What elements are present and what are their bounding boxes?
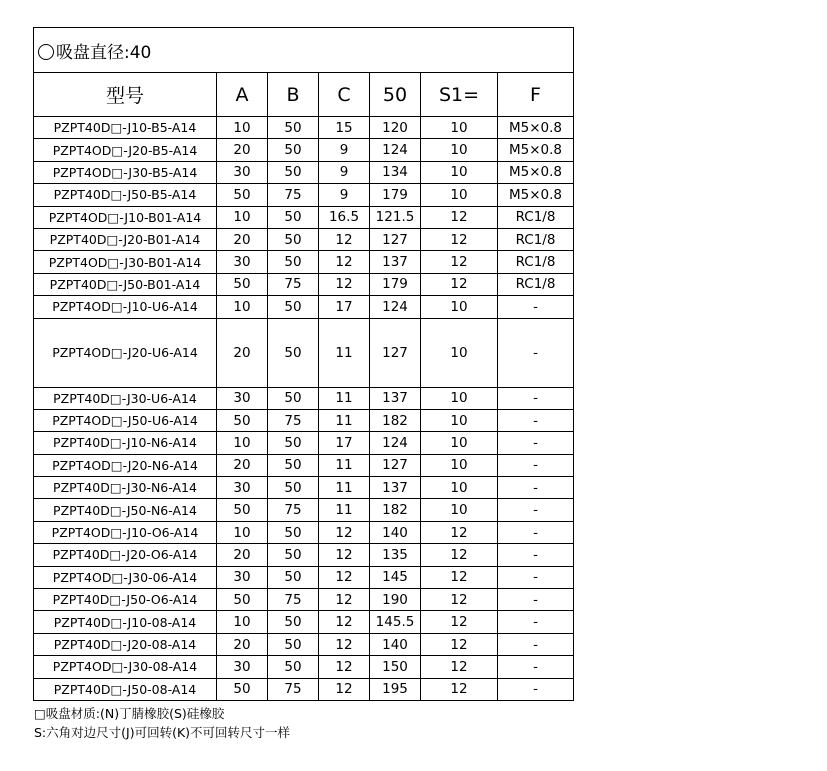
cell-model: PZPT4OD□-J50-U6-A14 (34, 409, 217, 431)
cell-model: PZPT4OD□-J30-08-A14 (34, 656, 217, 678)
table-row (34, 387, 574, 409)
cell-a: 30 (217, 387, 268, 409)
table-row (34, 544, 574, 566)
header-b: B (268, 73, 319, 117)
cell-model: PZPT4OD□-J10-U6-A14 (34, 296, 217, 318)
cell-f: M5×0.8 (498, 139, 574, 161)
cell-50: 135 (370, 544, 421, 566)
cell-model: PZPT4OD□-J20-B5-A14 (34, 139, 217, 161)
table-row (34, 296, 574, 318)
cell-50: 145 (370, 566, 421, 588)
cell-b: 50 (268, 296, 319, 318)
cell-c: 16.5 (319, 206, 370, 228)
cell-b: 75 (268, 499, 319, 521)
cell-b: 50 (268, 633, 319, 655)
cell-model: PZPT40D□-J10-N6-A14 (34, 432, 217, 454)
cell-s1: 10 (421, 454, 498, 476)
cell-50: 179 (370, 184, 421, 206)
cell-50: 182 (370, 409, 421, 431)
cell-a: 20 (217, 228, 268, 250)
cell-a: 10 (217, 611, 268, 633)
cell-c: 17 (319, 432, 370, 454)
cell-50: 137 (370, 477, 421, 499)
cell-f: M5×0.8 (498, 161, 574, 183)
cell-f: RC1/8 (498, 273, 574, 295)
table-row (34, 273, 574, 295)
cell-a: 10 (217, 206, 268, 228)
cell-a: 20 (217, 544, 268, 566)
cell-c: 15 (319, 117, 370, 139)
cell-a: 30 (217, 251, 268, 273)
cell-f: M5×0.8 (498, 117, 574, 139)
header-a: A (217, 73, 268, 117)
cell-c: 11 (319, 387, 370, 409)
cell-c: 11 (319, 454, 370, 476)
cell-s1: 12 (421, 273, 498, 295)
cell-f: - (498, 432, 574, 454)
cell-f: - (498, 318, 574, 387)
cell-model: PZPT4OD□-J30-06-A14 (34, 566, 217, 588)
cell-50: 140 (370, 633, 421, 655)
cell-50: 124 (370, 139, 421, 161)
cell-a: 50 (217, 499, 268, 521)
table-row (34, 499, 574, 521)
cell-50: 182 (370, 499, 421, 521)
cell-f: - (498, 499, 574, 521)
cell-c: 12 (319, 566, 370, 588)
cell-50: 150 (370, 656, 421, 678)
spec-table (33, 27, 574, 701)
cell-s1: 10 (421, 477, 498, 499)
table-row (34, 521, 574, 543)
cell-50: 195 (370, 678, 421, 700)
cell-50: 179 (370, 273, 421, 295)
cell-a: 30 (217, 566, 268, 588)
cell-s1: 10 (421, 387, 498, 409)
cell-model: PZPT40D□-J10-B5-A14 (34, 117, 217, 139)
cell-c: 12 (319, 589, 370, 611)
table-row (34, 318, 574, 387)
table-row (34, 251, 574, 273)
cell-c: 9 (319, 184, 370, 206)
cell-model: PZPT40D□-J30-U6-A14 (34, 387, 217, 409)
cell-c: 17 (319, 296, 370, 318)
table-row (34, 611, 574, 633)
cell-model: PZPT40D□-J50-N6-A14 (34, 499, 217, 521)
cell-c: 12 (319, 656, 370, 678)
notes (34, 704, 290, 742)
cell-model: PZPT40D□-J10-08-A14 (34, 611, 217, 633)
cell-s1: 12 (421, 544, 498, 566)
cell-a: 50 (217, 589, 268, 611)
cell-model: PZPT4OD□-J30-B5-A14 (34, 161, 217, 183)
table-row (34, 454, 574, 476)
cell-c: 12 (319, 273, 370, 295)
cell-f: - (498, 589, 574, 611)
cell-model: PZPT4OD□-J30-B01-A14 (34, 251, 217, 273)
cell-50: 140 (370, 521, 421, 543)
table-row (34, 656, 574, 678)
note-material: □吸盘材质:(N)丁腈橡胶(S)硅橡胶 (34, 706, 225, 721)
cell-c: 12 (319, 633, 370, 655)
cell-b: 50 (268, 521, 319, 543)
table-row (34, 409, 574, 431)
cell-b: 75 (268, 678, 319, 700)
cell-b: 50 (268, 656, 319, 678)
cell-s1: 10 (421, 161, 498, 183)
header-model: 型号 (34, 73, 217, 117)
cell-b: 75 (268, 409, 319, 431)
cell-s1: 12 (421, 611, 498, 633)
cell-s1: 12 (421, 589, 498, 611)
cell-c: 12 (319, 678, 370, 700)
cell-c: 9 (319, 139, 370, 161)
cell-a: 50 (217, 273, 268, 295)
cell-f: M5×0.8 (498, 184, 574, 206)
cell-s1: 10 (421, 184, 498, 206)
table-row (34, 477, 574, 499)
cell-f: - (498, 521, 574, 543)
header-c: C (319, 73, 370, 117)
cell-b: 75 (268, 273, 319, 295)
cell-50: 190 (370, 589, 421, 611)
cell-f: - (498, 477, 574, 499)
cell-50: 137 (370, 251, 421, 273)
cell-f: - (498, 387, 574, 409)
cell-a: 50 (217, 184, 268, 206)
cell-a: 20 (217, 139, 268, 161)
circle-icon (38, 44, 54, 60)
cell-a: 50 (217, 678, 268, 700)
cell-b: 50 (268, 161, 319, 183)
cell-s1: 12 (421, 633, 498, 655)
cell-b: 75 (268, 184, 319, 206)
cell-50: 120 (370, 117, 421, 139)
cell-50: 134 (370, 161, 421, 183)
cell-c: 12 (319, 544, 370, 566)
cell-b: 50 (268, 611, 319, 633)
cell-b: 50 (268, 251, 319, 273)
note-hex: S:六角对边尺寸(J)可回转(K)不可回转尺寸一样 (34, 725, 291, 740)
cell-a: 30 (217, 477, 268, 499)
cell-f: - (498, 409, 574, 431)
cell-f: - (498, 566, 574, 588)
cell-50: 145.5 (370, 611, 421, 633)
cell-c: 12 (319, 251, 370, 273)
cell-model: PZPT40D□-J20-B01-A14 (34, 228, 217, 250)
cell-model: PZPT40D□-J30-N6-A14 (34, 477, 217, 499)
spec-sheet (33, 27, 574, 701)
table-row (34, 566, 574, 588)
cell-a: 10 (217, 117, 268, 139)
cell-a: 20 (217, 633, 268, 655)
cell-s1: 10 (421, 318, 498, 387)
cell-c: 11 (319, 318, 370, 387)
table-row (34, 228, 574, 250)
cell-c: 12 (319, 521, 370, 543)
cell-s1: 10 (421, 296, 498, 318)
table-row (34, 432, 574, 454)
cell-50: 127 (370, 228, 421, 250)
cell-a: 50 (217, 409, 268, 431)
cell-50: 127 (370, 454, 421, 476)
cell-f: - (498, 296, 574, 318)
header-row (34, 73, 574, 117)
header-f: F (498, 73, 574, 117)
cell-f: - (498, 454, 574, 476)
cell-50: 127 (370, 318, 421, 387)
cell-50: 124 (370, 432, 421, 454)
header-50: 50 (370, 73, 421, 117)
cell-s1: 10 (421, 432, 498, 454)
cell-50: 124 (370, 296, 421, 318)
table-title (34, 28, 574, 73)
cell-model: PZPT4OD□-J20-U6-A14 (34, 318, 217, 387)
cell-f: - (498, 611, 574, 633)
cell-b: 50 (268, 117, 319, 139)
cell-b: 50 (268, 566, 319, 588)
cell-a: 10 (217, 296, 268, 318)
cell-b: 50 (268, 454, 319, 476)
cell-a: 20 (217, 454, 268, 476)
cell-b: 50 (268, 318, 319, 387)
title-text: 吸盘直径:40 (56, 42, 152, 63)
cell-s1: 12 (421, 566, 498, 588)
cell-c: 11 (319, 409, 370, 431)
cell-s1: 10 (421, 117, 498, 139)
cell-a: 20 (217, 318, 268, 387)
cell-f: RC1/8 (498, 206, 574, 228)
header-s1: S1= (421, 73, 498, 117)
cell-b: 50 (268, 228, 319, 250)
cell-f: - (498, 656, 574, 678)
cell-f: - (498, 678, 574, 700)
cell-s1: 12 (421, 206, 498, 228)
cell-50: 137 (370, 387, 421, 409)
cell-s1: 10 (421, 499, 498, 521)
cell-f: RC1/8 (498, 228, 574, 250)
cell-b: 50 (268, 432, 319, 454)
cell-model: PZPT40D□-J50-08-A14 (34, 678, 217, 700)
cell-a: 30 (217, 161, 268, 183)
table-row (34, 589, 574, 611)
table-row (34, 678, 574, 700)
cell-c: 9 (319, 161, 370, 183)
cell-c: 12 (319, 228, 370, 250)
cell-b: 50 (268, 387, 319, 409)
cell-s1: 12 (421, 678, 498, 700)
cell-b: 50 (268, 139, 319, 161)
cell-model: PZPT40D□-J50-B01-A14 (34, 273, 217, 295)
cell-c: 12 (319, 611, 370, 633)
cell-b: 75 (268, 589, 319, 611)
cell-model: PZPT4OD□-J20-N6-A14 (34, 454, 217, 476)
cell-model: PZPT40D□-J50-B5-A14 (34, 184, 217, 206)
cell-f: RC1/8 (498, 251, 574, 273)
cell-50: 121.5 (370, 206, 421, 228)
cell-b: 50 (268, 477, 319, 499)
table-row (34, 117, 574, 139)
cell-b: 50 (268, 544, 319, 566)
table-row (34, 633, 574, 655)
cell-s1: 12 (421, 521, 498, 543)
cell-model: PZPT4OD□-J10-B01-A14 (34, 206, 217, 228)
cell-f: - (498, 633, 574, 655)
cell-a: 10 (217, 432, 268, 454)
cell-s1: 10 (421, 139, 498, 161)
cell-f: - (498, 544, 574, 566)
cell-s1: 10 (421, 409, 498, 431)
table-row (34, 139, 574, 161)
table-row (34, 206, 574, 228)
cell-b: 50 (268, 206, 319, 228)
table-row (34, 184, 574, 206)
cell-model: PZPT4OD□-J10-O6-A14 (34, 521, 217, 543)
table-row (34, 161, 574, 183)
cell-s1: 12 (421, 656, 498, 678)
cell-model: PZPT40D□-J50-O6-A14 (34, 589, 217, 611)
cell-model: PZPT40D□-J20-08-A14 (34, 633, 217, 655)
cell-s1: 12 (421, 228, 498, 250)
cell-s1: 12 (421, 251, 498, 273)
cell-model: PZPT40D□-J20-O6-A14 (34, 544, 217, 566)
cell-c: 11 (319, 477, 370, 499)
cell-a: 10 (217, 521, 268, 543)
cell-c: 11 (319, 499, 370, 521)
cell-a: 30 (217, 656, 268, 678)
